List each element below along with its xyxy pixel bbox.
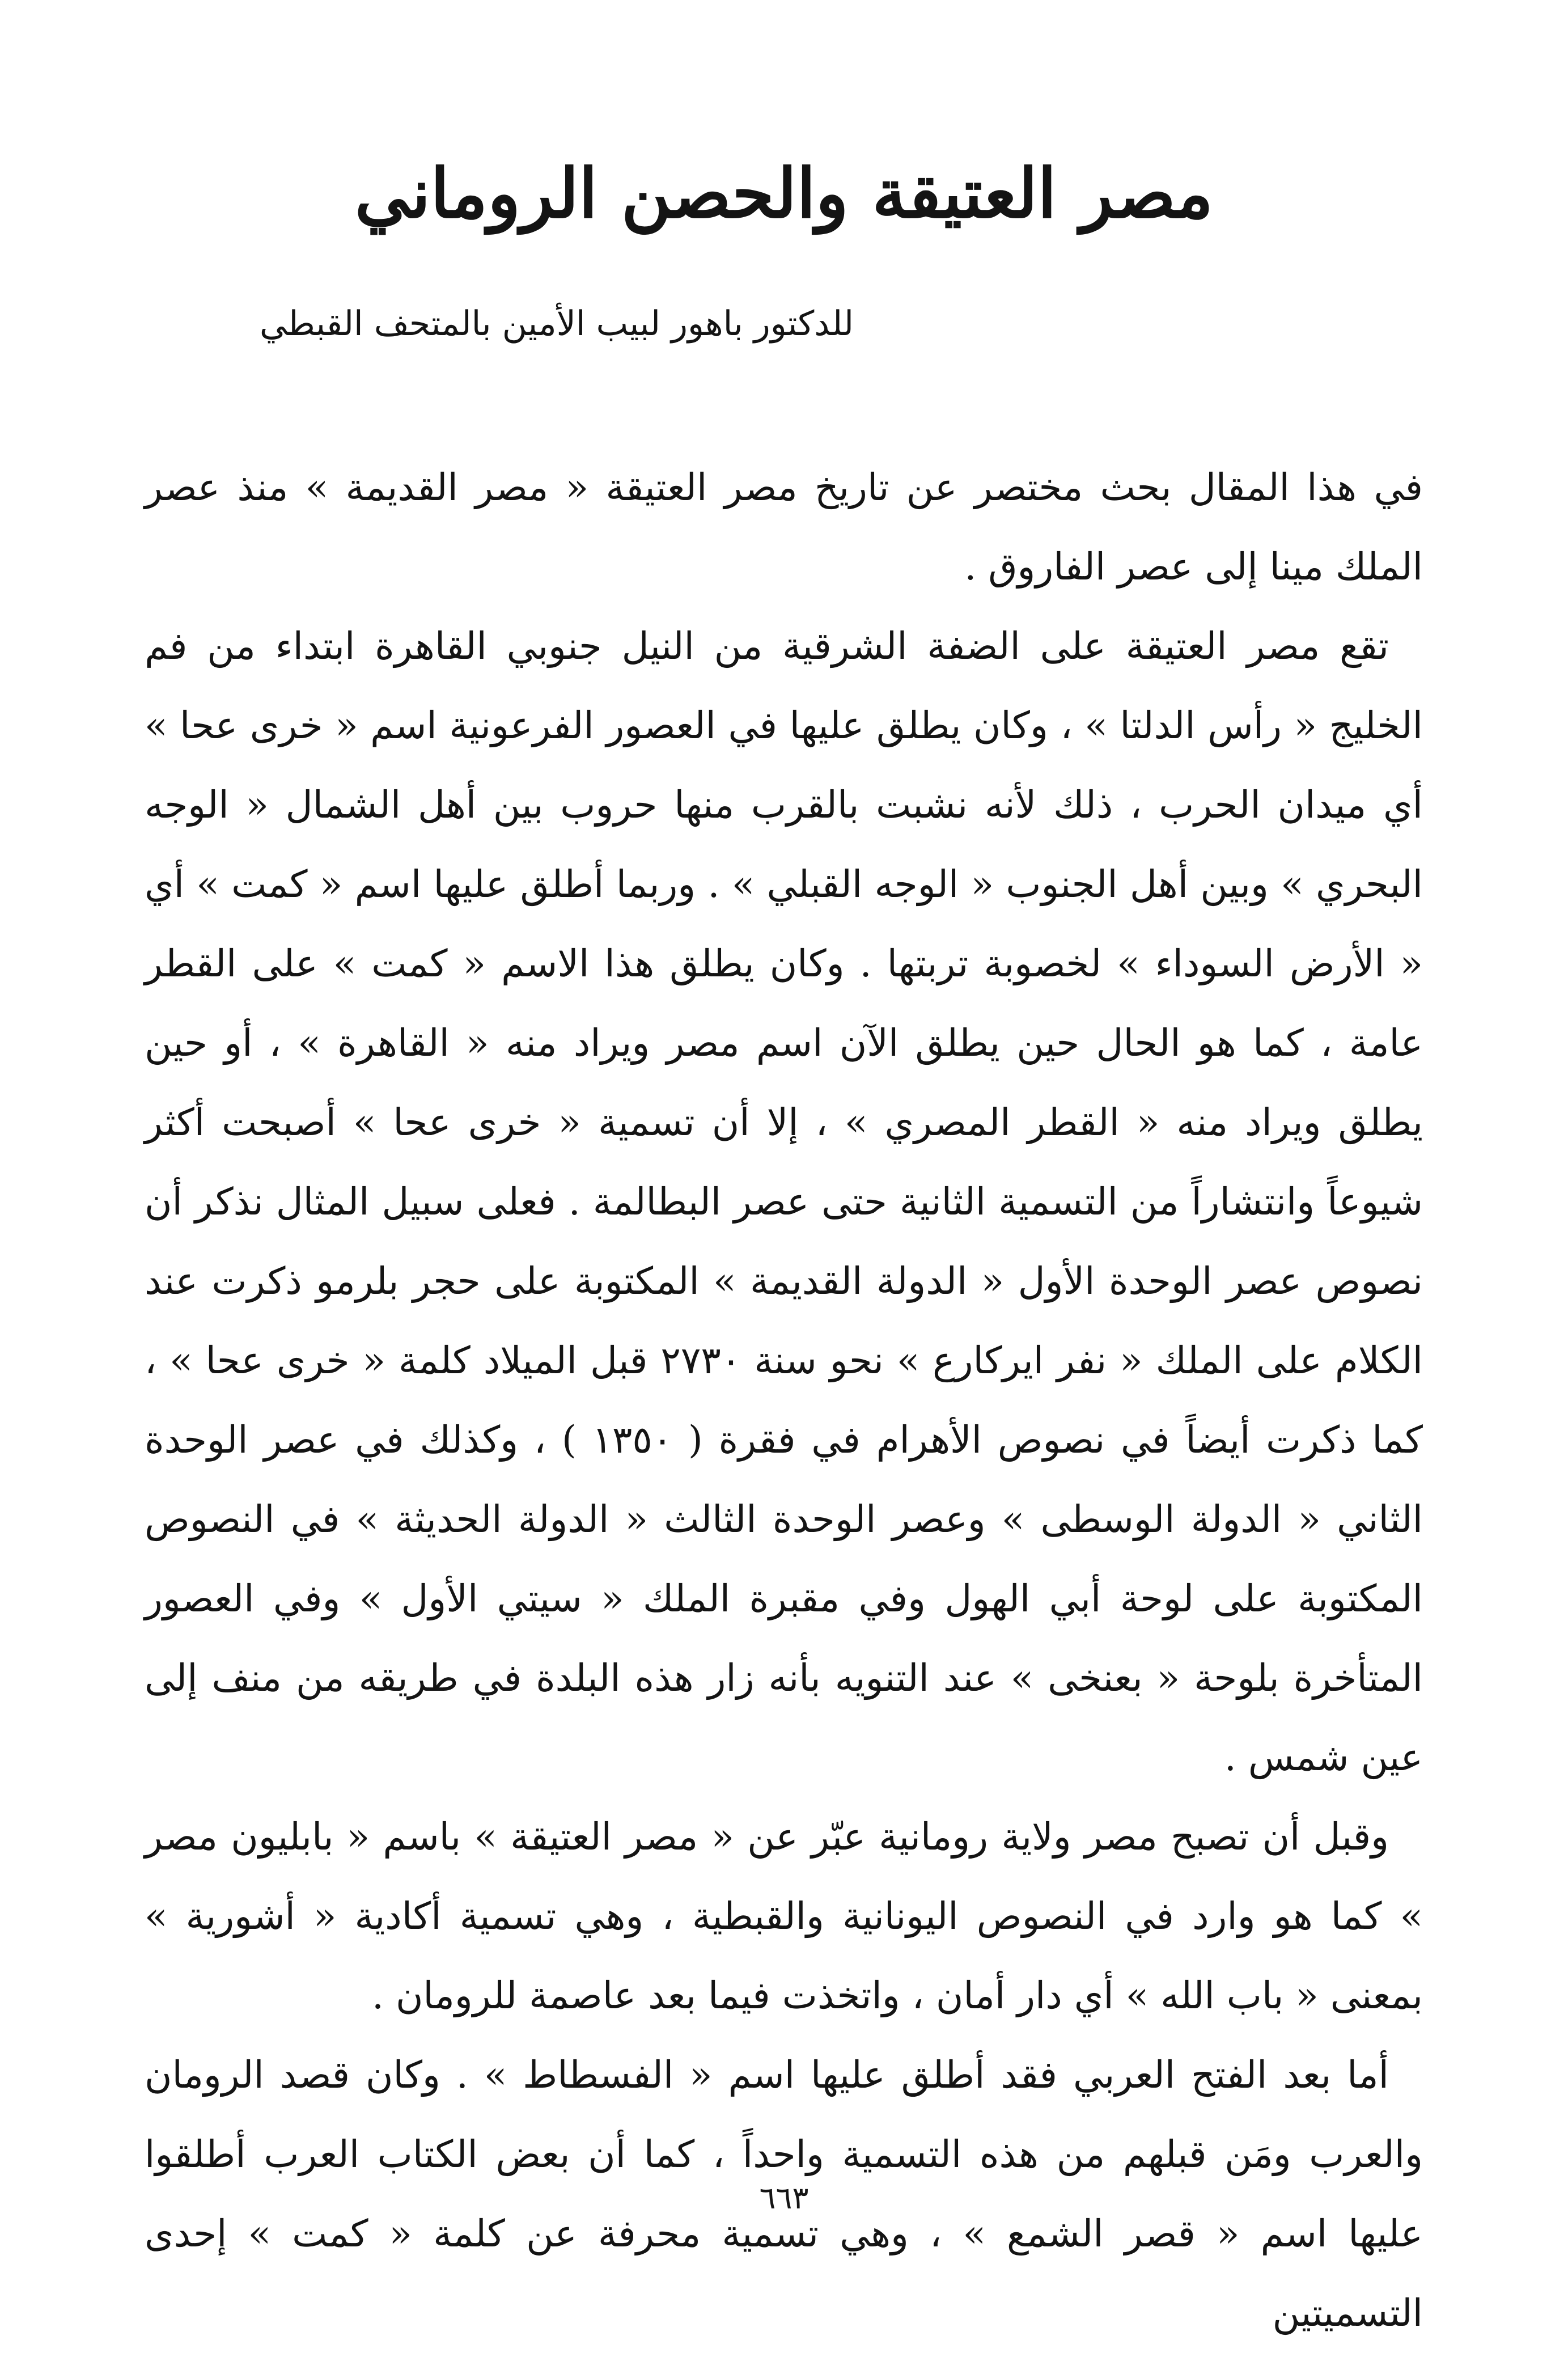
paragraph-location-names: تقع مصر العتيقة على الضفة الشرقية من النيل جنوبي القاهرة ابتداء من فم الخليج « رأس الدلتا » ، وكان يطلق عليها في العصور الفرعونية اسم « خرى عحا » أي ميدان الحرب ، ذلك لأنه نشبت بالقرب منها حروب بين أهل الشمال « الوجه البحري » وبين أهل الجنوب « الوجه القبلي » . وربما أطلق عليها اسم « كمت » أي « الأرض السوداء » لخصوبة تربتها . وكان يطلق هذا الاسم « كمت » على القطر عامة ، كما هو الحال حين يطلق الآن اسم مصر ويراد منه « القاهرة » ، أو حين يطلق ويراد منه « القطر المصري » ، إلا أن تسمية « خرى عحا » أصبحت أكثر شيوعاً وانتشاراً من التسمية الثانية حتى عصر البطالمة . فعلى سبيل المثال نذكر أن نصوص عصر الوحدة الأول « الدولة القديمة » المكتوبة على حجر بلرمو ذكرت عند الكلام على الملك « نفر ايركارع » نحو سنة ٢٧٣٠ قبل الميلاد كلمة « خرى عحا » ، كما ذكرت أيضاً في نصوص الأهرام في فقرة ( ١٣٥٠ ) ، وكذلك في عصر الوحدة الثاني « الدولة الوسطى » وعصر الوحدة الثالث « الدولة الحديثة » في النصوص المكتوبة على لوحة أبي الهول وفي مقبرة الملك « سيتي الأول » وفي العصور المتأخرة بلوحة « بعنخى » عند التنويه بأنه زار هذه البلدة في طريقه من منف إلى عين شمس . xyxy=(145,624,1423,1779)
paragraph-intro: في هذا المقال بحث مختصر عن تاريخ مصر العتيقة « مصر القديمة » منذ عصر الملك مينا إلى عصر الفاروق . xyxy=(145,465,1423,589)
author-byline: للدكتور باهور لبيب الأمين بالمتحف القبطي xyxy=(260,304,854,344)
paragraph-fustat: أما بعد الفتح العربي فقد أطلق عليها اسم « الفسطاط » . وكان قصد الرومان والعرب ومَن قبلهم من هذه التسمية واحداً ، كما أن بعض الكتاب العرب أطلقوا عليها اسم « قصر الشمع » ، وهي تسمية محرفة عن كلمة « كمت » إحدى التسميتين xyxy=(145,2053,1423,2335)
article-body xyxy=(145,448,1423,2353)
paragraph-babylon: وقبل أن تصبح مصر ولاية رومانية عبّر عن « مصر العتيقة » باسم « بابليون مصر » كما هو وارد في النصوص اليونانية والقبطية ، وهي تسمية أكادية « أشورية » بمعنى « باب الله » أي دار أمان ، واتخذت فيما بعد عاصمة للرومان . xyxy=(145,1815,1423,2017)
article-title: مصر العتيقة والحصن الروماني xyxy=(354,154,1214,234)
page-number: ٦٦٣ xyxy=(759,2180,809,2216)
